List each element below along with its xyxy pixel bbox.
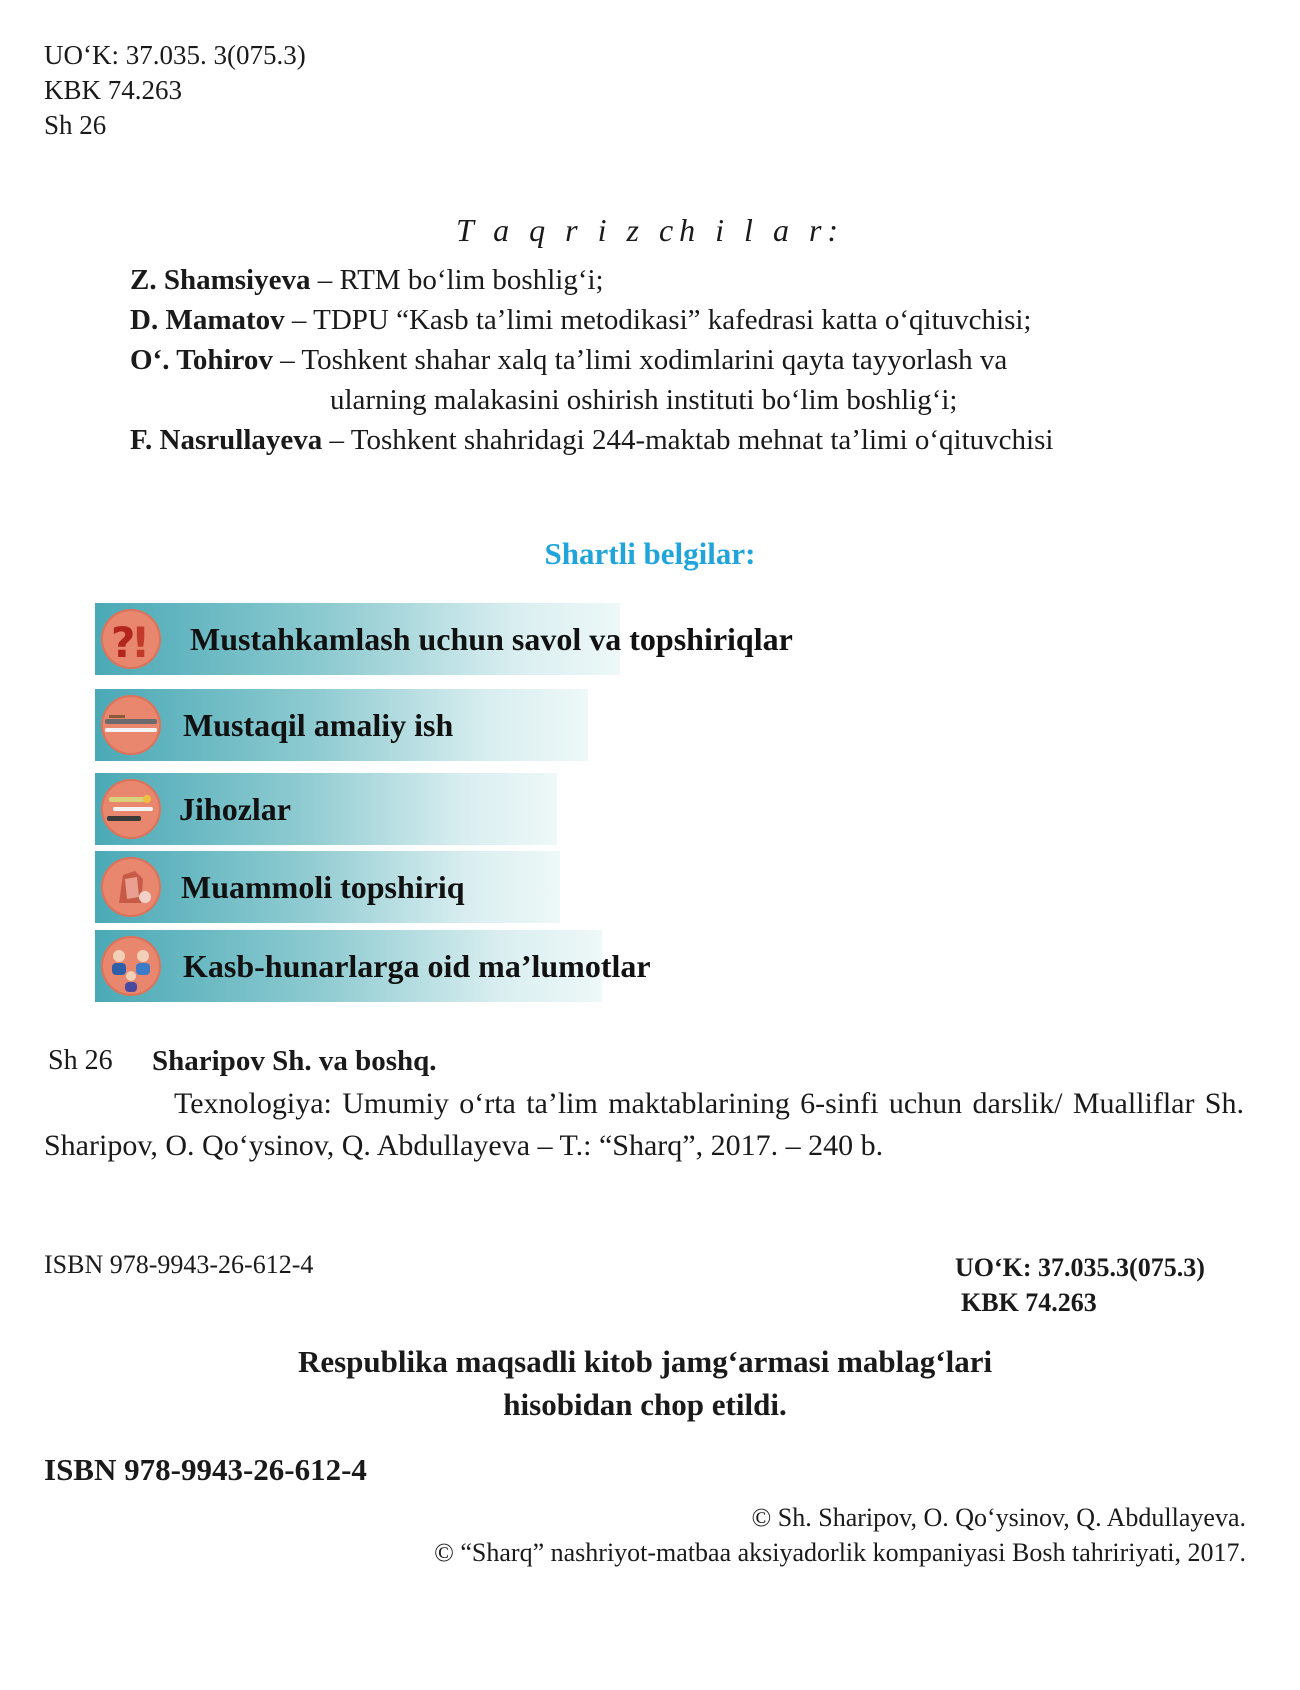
reviewer-item xyxy=(130,260,1260,300)
author-mark: Sh 26 xyxy=(44,110,107,140)
svg-text:?: ? xyxy=(111,618,136,667)
legend-item-professions xyxy=(95,930,651,1002)
reviewers-title: T a q r i z ch i l a r: xyxy=(455,212,845,248)
copyright-authors: © Sh. Sharipov, O. Qo‘ysinov, Q. Abdullayeva. xyxy=(751,1503,1246,1532)
legend-item-practical-work xyxy=(95,689,588,761)
reviewer-item xyxy=(130,340,1260,380)
isbn-number: ISBN 978-9943-26-612-4 xyxy=(44,1452,367,1487)
bibliography-code: Sh 26 xyxy=(48,1045,113,1076)
udc-code: UO‘K: 37.035. 3(075.3) xyxy=(44,40,306,70)
bibliography-text: Texnologiya: Umumiy o‘rta ta’lim maktablarining 6-sinfi uchun darslik/ Mualliflar Sh. Sharipov, O. Qo‘ysinov, Q. Abdullayeva – T.: “Sharq”, 2017. – 240 b. xyxy=(44,1087,1244,1162)
reviewer-role: – RTM bo‘lim boshlig‘i; xyxy=(310,264,604,296)
bbk-code-right: KBK 74.263 xyxy=(961,1288,1097,1317)
legend-item-label: Jihozlar xyxy=(179,791,291,827)
copyright-publisher: © “Sharq” nashriyot-matbaa aksiyadorlik kompaniyasi Bosh tahririyati, 2017. xyxy=(434,1538,1246,1567)
svg-text:!: ! xyxy=(131,618,151,667)
reviewer-name: Z. Shamsiyeva xyxy=(130,264,311,296)
legend-item-problem-task xyxy=(95,851,560,923)
reviewer-name: F. Nasrullayeva xyxy=(130,424,323,456)
legend-item-label: Muammoli topshiriq xyxy=(181,869,465,905)
tools-icon xyxy=(101,695,161,755)
reviewer-name: D. Mamatov xyxy=(130,304,285,336)
equipment-icon xyxy=(101,779,161,839)
reviewers-list xyxy=(130,260,1260,460)
bibliography-author: Sharipov Sh. va boshq. xyxy=(152,1045,437,1077)
professions-icon xyxy=(101,936,161,996)
reviewer-item xyxy=(130,300,1260,340)
isbn-line: ISBN 978-9943-26-612-4 xyxy=(44,1250,314,1279)
udc-code-right: UO‘K: 37.035.3(075.3) xyxy=(955,1253,1205,1282)
legend-item-questions xyxy=(95,603,793,675)
funding-line-2: hisobidan chop etildi. xyxy=(503,1387,787,1422)
funding-notice xyxy=(0,1340,1290,1426)
legend-item-label: Mustaqil amaliy ish xyxy=(183,707,454,743)
bbk-code: KBK 74.263 xyxy=(44,75,183,105)
problem-task-icon xyxy=(101,857,161,917)
legend-title: Shartli belgilar: xyxy=(544,536,756,571)
catalog-codes xyxy=(44,38,306,143)
reviewer-role: – Toshkent shahridagi 244-maktab mehnat ta’limi o‘qituvchisi xyxy=(322,424,1054,456)
legend-item-label: Mustahkamlash uchun savol va topshiriqlar xyxy=(190,621,793,657)
legend-item-label: Kasb-hunarlarga oid ma’lumotlar xyxy=(183,948,651,984)
reviewer-role: – Toshkent shahar xalq ta’limi xodimlarini qayta tayyorlash va xyxy=(272,344,1008,376)
reviewer-role-continuation: ularning malakasini oshirish instituti bo‘lim boshlig‘i; xyxy=(330,384,958,416)
reviewer-name: O‘. Tohirov xyxy=(130,344,273,376)
funding-line-1: Respublika maqsadli kitob jamg‘armasi mablag‘lari xyxy=(297,1344,993,1379)
legend-item-equipment xyxy=(95,773,557,845)
reviewer-role: – TDPU “Kasb ta’limi metodikasi” kafedrasi katta o‘qituvchisi; xyxy=(284,304,1032,336)
reviewer-item xyxy=(130,420,1260,460)
question-marks-icon xyxy=(101,609,161,669)
classification-codes xyxy=(955,1250,1205,1320)
copyright-block xyxy=(434,1500,1246,1570)
